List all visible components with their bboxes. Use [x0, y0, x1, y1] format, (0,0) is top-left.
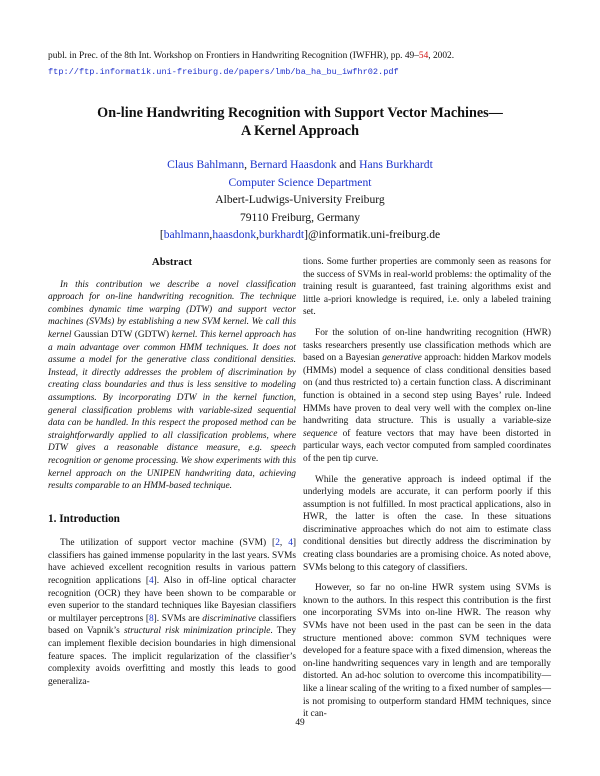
email-link[interactable]: haasdonk	[212, 228, 257, 241]
page-end-link[interactable]: 54	[418, 51, 429, 61]
intro-paragraph: The utilization of support vector machine (SVM) [2, 4] classifiers has gained immense popularity in the last years. SVMs have achieved excellent recognition results in various pattern recognition applications [4]. Also in off-line optical character recognition (OCR) they have been shown to be comparable or even superior to the standard techniques like Bayesian classifiers or multilayer perceptrons [8]. SVMs are discriminative classifiers based on Vapnik’s structural risk minimization principle. They can implement flexible decision boundaries in high dimensional feature spaces. The implicit regularization of the classifier’s complexity avoids overfitting and mostly this leads to good generaliza-	[48, 538, 297, 687]
address: 79110 Freiburg, Germany	[239, 210, 361, 224]
publication-line: publ. in Prec. of the 8th Int. Workshop on Frontiers in Handwriting Recognition (IWFHR), pp. 49–54, 2002.	[48, 51, 455, 61]
ftp-url-link[interactable]: ftp://ftp.informatik.uni-freiburg.de/papers/lmb/ba_ha_bu_iwfhr02.pdf	[48, 67, 399, 77]
author-block	[30, 156, 570, 244]
page-number: 49	[295, 718, 305, 728]
author-names: Claus Bahlmann, Bernard Haasdonk and Hans Burkhardt	[167, 158, 433, 171]
body-paragraph: tions. Some further properties are commonly seen as reasons for the success of SVMs in real-world problems: the optimality of the training result is guaranteed, fast training algorithms exist and little a-priori knowledge is required, i.e. only a labeled training set.	[303, 257, 551, 318]
abstract-heading: Abstract	[151, 256, 193, 268]
email-link[interactable]: bahlmann	[163, 228, 210, 241]
email-link[interactable]: burkhardt	[259, 228, 305, 241]
university: Albert-Ludwigs-University Freiburg	[215, 193, 385, 206]
left-column	[48, 256, 296, 696]
body-paragraph: While the generative approach is indeed optimal if the underlying models are accurate, it can perform poorly if this assumption is not fulfilled. In most practical applications, also in HWR, the latter is often the case. In these situations discriminative approaches which do not aim to estimate class conditional densities but directly address the discrimination by creating class boundaries are a promising choice. As noted above, SVMs belong to this category of classifiers.	[303, 474, 551, 573]
author-link[interactable]: Claus Bahlmann	[167, 158, 245, 171]
author-link[interactable]: Hans Burkhardt	[359, 158, 433, 171]
citation-link[interactable]: 4	[288, 538, 293, 549]
section-heading: 1. Introduction	[48, 512, 120, 525]
author-link[interactable]: Bernard Haasdonk	[249, 158, 337, 171]
department-link[interactable]: Computer Science Department	[228, 175, 372, 189]
body-paragraph: For the solution of on-line handwriting recognition (HWR) tasks researchers presently use classification methods which are based on a Bayesian generative approach: hidden Markov models (HMMs) model a sequence of class conditional densities based on (and thus restricted to) a certain function class. A discriminant function is obtained in a second step using Bayes’ rule. Indeed HMMs have proven to deal very well with the complex on-line handwriting data structure. This is usually a variable-size sequence of feature vectors that may have been distorted in particular ways, each vector computed from sampled coordinates of the pen tip curve.	[303, 327, 551, 464]
citation-link[interactable]: 4	[148, 576, 154, 587]
publication-note	[48, 48, 454, 80]
citation-link[interactable]: 2	[275, 538, 280, 549]
email-line: [bahlmann,haasdonk,burkhardt]@informatik.uni-freiburg.de	[159, 228, 441, 241]
abstract-text: In this contribution we describe a novel classification approach for on-line handwriting recognition. The technique combines dynamic time warping (DTW) and support vector machines (SVMs) by establishing a new SVM kernel. We call this kernel Gaussian DTW (GDTW) kernel. This kernel approach has a main advantage over common HMM techniques. It does not assume a model for the generative class conditional densities. Instead, it directly addresses the problem of discrimination by creating class boundaries and thus is less sensitive to modeling assumptions. By incorporating DTW in the kernel function, general classification problems with variable-sized sequential data can be handled. In this respect the proposed method can be straightforwardly applied to all classification problems, where DTW gives a reasonable distance measure, e.g. speech recognition or genome processing. We show experiments with this kernel approach on the UNIPEN handwriting data, achieving results comparable to an HMM-based technique.	[48, 279, 296, 492]
paper-title: On-line Handwriting Recognition with Support Vector Machines— A Kernel Approach	[97, 105, 503, 139]
right-column	[303, 256, 551, 729]
body-paragraph: However, so far no on-line HWR system using SVMs is known to the authors. In this respect this contribution is the first one incorporating SVMs into on-line HWR. The reason why SVMs have not been used in the past can be seen in the data structure mentioned above: common SVM techniques were developed for a feature space with a fixed dimension, whereas the on-line handwriting sequences vary in length and are temporally distorted. An ad-hoc solution to overcome this incompatibility—like a linear scaling of the writing to a fixed number of samples—is not promising to outperform standard HMM techniques, since it can-	[303, 583, 551, 720]
citation-link[interactable]: 8	[148, 613, 154, 624]
